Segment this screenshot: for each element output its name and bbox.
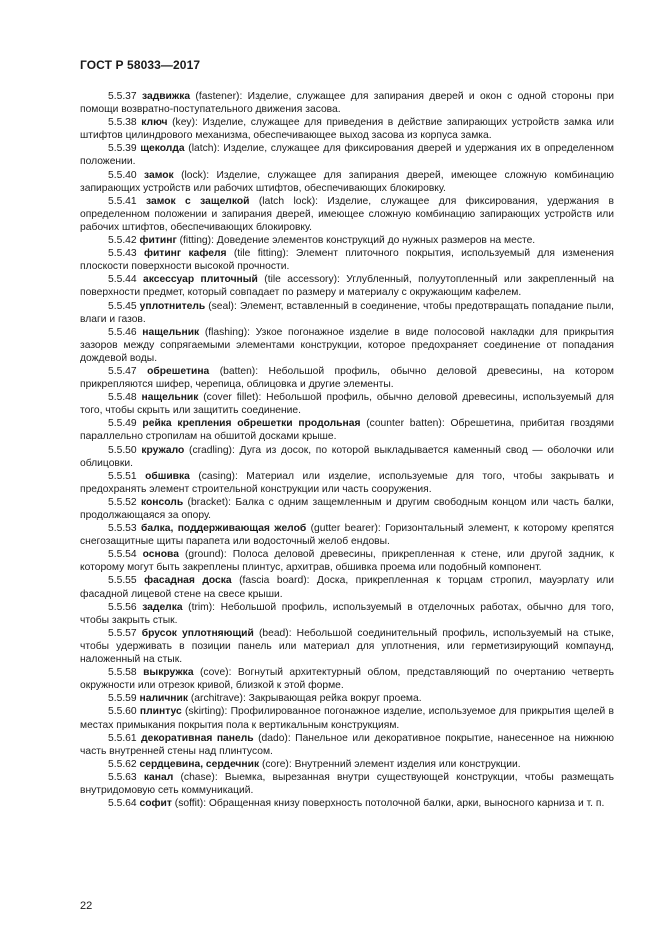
entry-term: фитинг кафеля [143,248,227,260]
entry-number: 5.5.61 [108,732,137,744]
entry-number: 5.5.37 [108,91,137,102]
entry-term: щеколда [140,143,185,155]
term-entry [80,797,614,810]
entry-definition: (latch lock): Изделие, служащее для фиксирования, удержания в определенном положении и запирания дверей, имеющее сложную комбинацию запирающих устройств или рабочих штифтов, обеспечивающих блокировку. [80,195,614,233]
entry-definition: (trim): Небольшой профиль, используемый в отделочных работах, обычно для того, чтобы закрыть стык. [80,601,614,626]
entry-number: 5.5.60 [108,706,137,718]
entry-definition: (key): Изделие, служащее для приведения в действие запирающих устройств замка или штифтов цилиндрового механизма, обеспечивающее выход засова из корпуса замка. [80,117,614,142]
term-entry [80,601,614,627]
entry-number: 5.5.38 [108,117,137,129]
term-entry [80,234,614,247]
entry-term: выкружка [143,667,194,679]
entry-definition: (bead): Небольшой соединительный профиль, используемый на стыке, чтобы удерживать в позиции панель или материал для уплотнения, или герметизирующий компаунд, наложенный на стык. [80,627,614,666]
entry-definition: (counter batten): Обрешетина, прибитая гвоздями параллельно стропилам на обшитой досками крыше. [80,418,614,443]
entry-term: брусок уплотняющий [141,627,254,639]
entry-term: заделка [142,601,183,613]
entry-term: сердцевина, сердечник [139,758,260,770]
entry-definition: (batten): Небольшой профиль, обычно деловой древесины, на котором прикрепляются шифер, черепица, облицовка и другие элементы. [80,365,614,391]
entry-term: плинтус [139,706,182,718]
entry-definition: (tile fitting): Элемент плиточного покрытия, используемый для изменения плоскости поверхности высокой прочности. [80,248,614,273]
entry-number: 5.5.54 [108,549,137,561]
entry-term: обрешетина [147,365,210,377]
entry-definition: (casing): Материал или изделие, используемые для того, чтобы закрывать и предохранять элемент строительной конструкции или часть сооружения. [80,470,614,495]
entry-definition: (seal): Элемент, вставленный в соединение, чтобы предотвращать попадание пыли, влаги и газов. [80,300,614,325]
entry-term: уплотнитель [139,300,206,312]
term-entry [80,470,614,496]
entry-term: рейка крепления обрешетки продольная [142,418,361,430]
entry-number: 5.5.52 [108,496,137,508]
term-entry [80,365,614,391]
term-entry [80,548,614,574]
entry-term: фитинг [139,235,177,247]
document-body [80,90,614,810]
entry-number: 5.5.40 [108,169,137,181]
entry-number: 5.5.42 [108,235,137,247]
entry-term: замок с защелкой [146,195,250,207]
entry-term: декоративная панель [141,732,254,744]
term-entry [80,90,614,116]
entry-number: 5.5.50 [108,444,137,456]
entry-number: 5.5.59 [108,693,137,705]
entry-term: софит [139,798,172,810]
entry-term: консоль [141,496,184,508]
term-entry [80,195,614,234]
term-entry [80,666,614,692]
entry-term: обшивка [145,470,190,482]
entry-definition: (gutter bearer): Горизонтальный элемент, к которому крепятся снегозащитные щиты парапета или водосточный желоб ендовы. [80,523,614,548]
entry-term: балка, поддерживающая желоб [141,523,307,535]
entry-number: 5.5.64 [108,798,137,810]
term-entry [80,444,614,470]
term-entry [80,732,614,758]
entry-number: 5.5.47 [108,365,137,377]
page-number: 22 [80,900,93,912]
entry-number: 5.5.56 [108,601,137,613]
entry-definition: (core): Внутренний элемент изделия или конструкции. [259,758,521,770]
entry-number: 5.5.45 [108,300,137,312]
entry-number: 5.5.43 [108,248,137,260]
entry-number: 5.5.48 [108,392,137,404]
term-entry [80,116,614,142]
page-header: ГОСТ Р 58033—2017 [80,58,201,72]
entry-definition: (soffit): Обращенная книзу поверхность потолочной балки, арки, выносного карниза и т. п. [171,798,605,810]
term-entry [80,771,614,797]
entry-definition: (fascia board): Доска, прикрепленная к торцам стропил, мауэрлату или фасадной лицевой стене на свесе крыши. [80,575,614,600]
entry-number: 5.5.62 [108,758,137,770]
term-entry [80,169,614,195]
entry-number: 5.5.41 [108,195,137,207]
entry-term: нащельник [141,392,199,404]
entry-number: 5.5.53 [108,523,137,535]
term-entry [80,627,614,666]
term-entry [80,417,614,443]
entry-term: фасадная доска [144,575,232,587]
entry-definition: (tile accessory): Углубленный, полуутопленный или закрепленный на поверхности предмет, который совпадает по размеру и материалу с окружающим кафелем. [80,274,614,299]
entry-term: основа [142,549,179,561]
entry-definition: (lock): Изделие, служащее для запирания дверей, имеющее сложную комбинацию запирающих устройств или рабочих штифтов, обеспечивающих блокировку. [80,169,614,194]
entry-definition: (ground): Полоса деловой древесины, прикрепленная к стене, или другой задник, к которому могут быть закреплены плинтус, архитрав, обшивка проема или подобный компонент. [80,549,614,574]
entry-definition: (flashing): Узкое погонажное изделие в виде полосовой накладки для прикрытия зазоров между сопрягаемыми элементами конструкции, которое предохраняет соединение от попадания дождевой воды. [80,326,614,364]
entry-definition: (chase): Выемка, вырезанная внутри существующей конструкции, чтобы размещать внутридомовую сеть коммуникаций. [80,771,614,796]
entry-number: 5.5.57 [108,627,137,639]
entry-term: ключ [141,117,168,129]
term-entry [80,326,614,365]
entry-term: нащельник [142,326,200,338]
term-entry [80,496,614,522]
entry-definition: (skirting): Профилированное погонажное изделие, используемое для прикрытия щелей в местах примыкания покрытия пола к вертикальным конструкциям. [80,706,614,731]
entry-number: 5.5.46 [108,326,137,338]
term-entry [80,142,614,168]
entry-number: 5.5.63 [108,771,137,783]
entry-number: 5.5.51 [108,470,137,482]
entry-term: канал [143,771,174,783]
entry-definition: (bracket): Балка с одним защемленным и другим свободным концом или часть балки, продолжающаяся за опору. [80,496,614,521]
entry-number: 5.5.49 [108,418,137,430]
term-entry [80,692,614,705]
entry-definition: (architrave): Закрывающая рейка вокруг проема. [188,693,422,705]
entry-definition: (cover fillet): Небольшой профиль, обычно деловой древесины, используемый для того, чтобы скрыть или защитить соединение. [80,392,614,417]
entry-term: аксессуар плиточный [143,274,258,286]
entry-definition: (cove): Вогнутый архитектурный облом, представляющий по очертанию четверть окружности или отрезок кривой, близкой к этой форме. [80,667,614,692]
entry-term: замок [144,169,174,181]
term-entry [80,758,614,771]
term-entry [80,247,614,273]
entry-definition: (fitting): Доведение элементов конструкций до нужных размеров на месте. [176,235,536,247]
entry-term: кружало [141,444,185,456]
entry-definition: (fastener): Изделие, служащее для запирания дверей и окон с одной стороны при помощи возвратно-поступательного движения засова. [80,91,614,116]
entry-definition: (cradling): Дуга из досок, по которой выкладывается каменный свод — оболочки или облицовки. [80,444,614,469]
term-entry [80,273,614,299]
term-entry [80,391,614,417]
entry-number: 5.5.58 [108,667,137,679]
term-entry [80,574,614,600]
entry-definition: (latch): Изделие, служащее для фиксирования дверей и удержания их в определенном положении. [80,143,614,168]
entry-term: наличник [139,693,189,705]
entry-number: 5.5.44 [108,274,137,286]
entry-definition: (dado): Панельное или декоративное покрытие, нанесенное на нижнюю часть внутренней стены над плинтусом. [80,732,614,757]
term-entry [80,522,614,548]
entry-number: 5.5.55 [108,575,137,587]
entry-term: задвижка [141,91,191,102]
entry-number: 5.5.39 [108,143,137,155]
term-entry [80,705,614,731]
term-entry [80,300,614,326]
